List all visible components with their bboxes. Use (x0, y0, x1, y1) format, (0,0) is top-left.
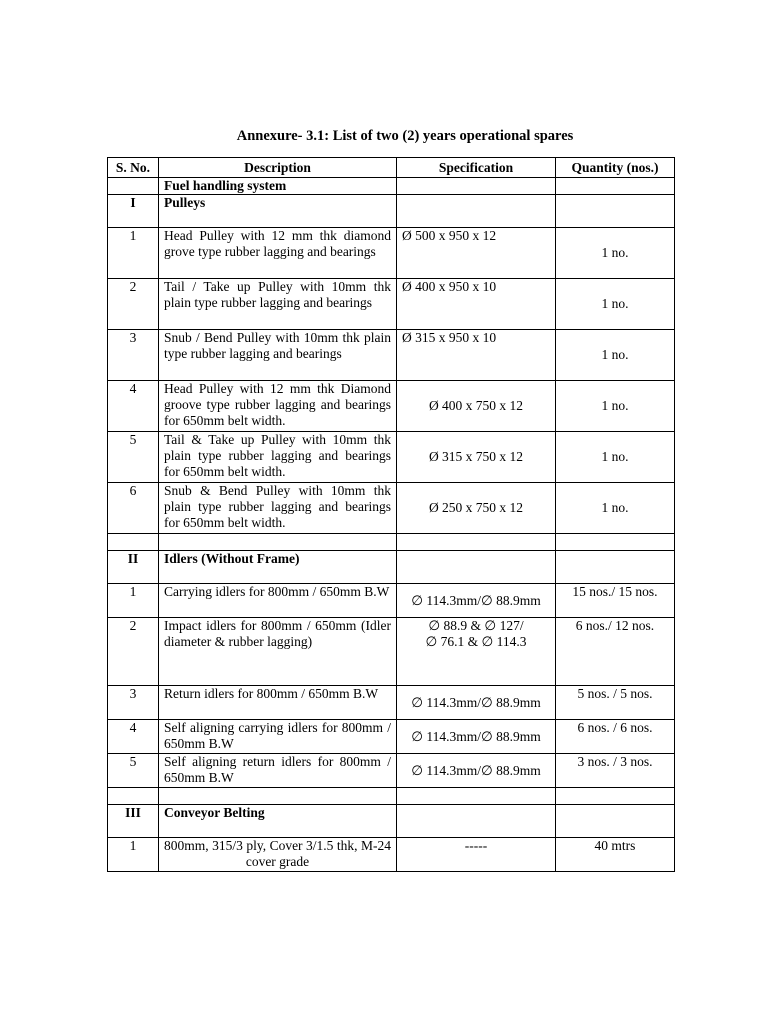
row-specification: Ø 500 x 950 x 12 (397, 228, 556, 279)
row-description: Impact idlers for 800mm / 650mm (Idler diameter & rubber lagging) (159, 618, 397, 686)
row-specification: Ø 400 x 950 x 10 (397, 279, 556, 330)
section-number: III (108, 805, 159, 838)
spacer-row (108, 788, 675, 805)
table-row (108, 686, 675, 720)
table-row (108, 720, 675, 754)
section-title: Pulleys (159, 195, 397, 228)
header-row (108, 158, 675, 178)
row-number: 3 (108, 686, 159, 720)
row-quantity: 1 no. (556, 381, 675, 432)
table-row (108, 618, 675, 686)
table-row (108, 754, 675, 788)
row-number: 5 (108, 754, 159, 788)
header-description: Description (159, 158, 397, 178)
section-row-belting (108, 805, 675, 838)
row-quantity: 1 no. (556, 330, 675, 381)
row-quantity: 1 no. (556, 279, 675, 330)
row-description: 800mm, 315/3 ply, Cover 3/1.5 thk, M-24 cover grade (159, 838, 397, 872)
row-description: Self aligning return idlers for 800mm / 650mm B.W (159, 754, 397, 788)
row-quantity: 1 no. (556, 228, 675, 279)
row-description: Self aligning carrying idlers for 800mm / 650mm B.W (159, 720, 397, 754)
system-label: Fuel handling system (159, 178, 397, 195)
section-title: Idlers (Without Frame) (159, 551, 397, 584)
row-number: 2 (108, 279, 159, 330)
row-specification: ∅ 114.3mm/∅ 88.9mm (397, 754, 556, 788)
row-number: 1 (108, 228, 159, 279)
table-row (108, 279, 675, 330)
section-row-idlers (108, 551, 675, 584)
row-number: 2 (108, 618, 159, 686)
spec-line-1: ∅ 88.9 & ∅ 127/ (428, 618, 524, 633)
row-number: 1 (108, 838, 159, 872)
row-quantity: 1 no. (556, 483, 675, 534)
row-description: Snub & Bend Pulley with 10mm thk plain type rubber lagging and bearings for 650mm belt width. (159, 483, 397, 534)
spec-line-2: ∅ 76.1 & ∅ 114.3 (425, 634, 527, 649)
row-specification: Ø 315 x 950 x 10 (397, 330, 556, 381)
row-quantity: 40 mtrs (556, 838, 675, 872)
row-number: 1 (108, 584, 159, 618)
row-number: 5 (108, 432, 159, 483)
spacer-row (108, 534, 675, 551)
row-specification: ∅ 114.3mm/∅ 88.9mm (397, 720, 556, 754)
row-quantity: 5 nos. / 5 nos. (556, 686, 675, 720)
row-specification: Ø 315 x 750 x 12 (397, 432, 556, 483)
table-row (108, 838, 675, 872)
row-description: Head Pulley with 12 mm thk Diamond groove type rubber lagging and bearings for 650mm belt width. (159, 381, 397, 432)
page-title: Annexure- 3.1: List of two (2) years operational spares (236, 128, 574, 144)
row-quantity: 6 nos. / 6 nos. (556, 720, 675, 754)
row-specification: Ø 400 x 750 x 12 (397, 381, 556, 432)
section-row-pulleys (108, 195, 675, 228)
row-specification: Ø 250 x 750 x 12 (397, 483, 556, 534)
section-number: II (108, 551, 159, 584)
header-sno: S. No. (108, 158, 159, 178)
table-row (108, 330, 675, 381)
row-quantity: 1 no. (556, 432, 675, 483)
row-description: Head Pulley with 12 mm thk diamond grove type rubber lagging and bearings (159, 228, 397, 279)
row-specification: ∅ 114.3mm/∅ 88.9mm (397, 686, 556, 720)
row-description: Carrying idlers for 800mm / 650mm B.W (159, 584, 397, 618)
row-specification: ----- (397, 838, 556, 872)
row-quantity: 3 nos. / 3 nos. (556, 754, 675, 788)
header-specification: Specification (397, 158, 556, 178)
row-description: Return idlers for 800mm / 650mm B.W (159, 686, 397, 720)
row-description: Snub / Bend Pulley with 10mm thk plain type rubber lagging and bearings (159, 330, 397, 381)
section-title: Conveyor Belting (159, 805, 397, 838)
spares-table (107, 157, 675, 872)
system-row (108, 178, 675, 195)
row-specification: ∅ 114.3mm/∅ 88.9mm (397, 584, 556, 618)
table-row (108, 584, 675, 618)
row-number: 3 (108, 330, 159, 381)
table-row (108, 432, 675, 483)
section-number: I (108, 195, 159, 228)
row-description: Tail & Take up Pulley with 10mm thk plain type rubber lagging and bearings for 650mm belt width. (159, 432, 397, 483)
table-row (108, 483, 675, 534)
header-quantity: Quantity (nos.) (556, 158, 675, 178)
row-quantity: 15 nos./ 15 nos. (556, 584, 675, 618)
row-number: 6 (108, 483, 159, 534)
row-number: 4 (108, 381, 159, 432)
row-number: 4 (108, 720, 159, 754)
row-quantity: 6 nos./ 12 nos. (556, 618, 675, 686)
table-row (108, 228, 675, 279)
row-description: Tail / Take up Pulley with 10mm thk plain type rubber lagging and bearings (159, 279, 397, 330)
row-specification (397, 618, 556, 686)
table-row (108, 381, 675, 432)
